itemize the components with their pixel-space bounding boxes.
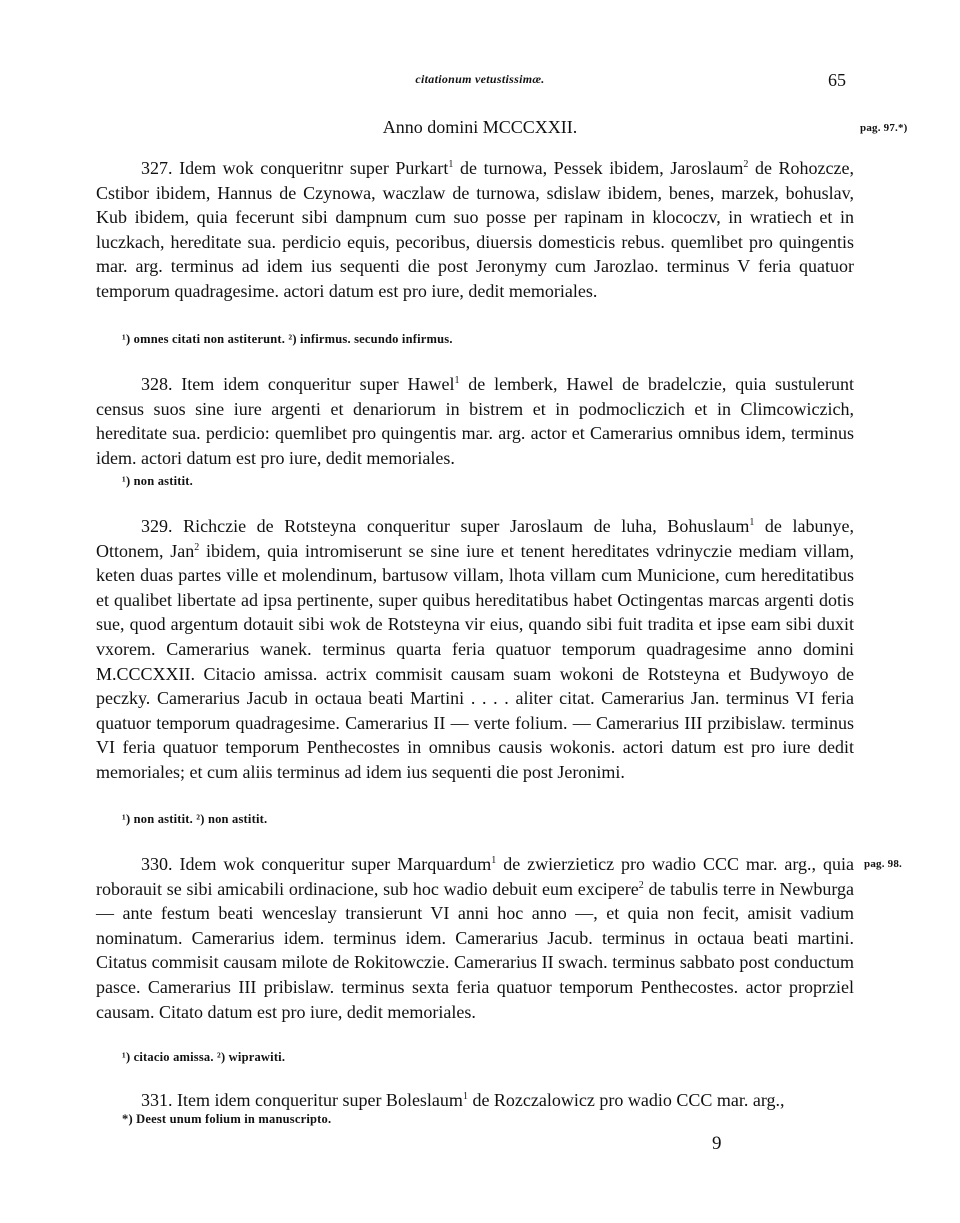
entry-328-text [96,372,854,470]
footnote-ref: 2 [194,541,200,553]
entry-327 [96,156,854,304]
page-number: 65 [828,70,846,90]
entry-329-mid: de labunye, Ottonem, Jan [96,516,855,561]
entry-327-lead: 327. Idem wok conqueritnr super Purkart [141,158,449,178]
entry-327-text [96,156,854,304]
entry-330 [96,852,854,1024]
entry-327-rest: de Rohozcze, Cstibor ibidem, Hannus de Czynowa, waczlaw de turnowa, sdislaw ibidem, benes, marzek, bohuslav, Kub ibidem, quia fecerunt sibi dampnum cum suo posse per rapinam in klococzv, in wratiech et in luczkach, hereditate sua. perdicio equis, pecoribus, diuersis domesticis rebus. quemlibet pro quingentis mar. arg. terminus ad idem ius sequenti die post Jeronymy cum Jarozlao. terminus V feria quatuor temporum quadragesime. actori datum est pro iure, dedit memoriales. [96,158,855,301]
entry-328-rest: de lemberk, Hawel de bradelczie, quia sustulerunt census suos sine iure argenti et denariorum in bistrem et in podmocliczich et in Climcowiczich, hereditate sua. perdicio: quemlibet pro quingentis mar. arg. actor et Camerarius omnibus idem, terminus idem. actori datum est pro iure, dedit memoriales. [96,374,854,468]
entry-328-lead: 328. Item idem conqueritur super Hawel [141,374,455,394]
entry-329 [96,514,854,785]
entry-327-mid: de turnowa, Pessek ibidem, Jaroslaum [453,158,744,178]
footnote-ref: 1 [491,855,497,866]
footnote-328: ¹) non astitit. [122,474,193,488]
footnote-ref: 1 [454,375,460,386]
entry-329-rest: ibidem, quia intromiserunt se sine iure et tenent hereditates vdrinyczie mediam villam, keten duas partes ville et molendinum, bartusow villam, lhota villam cum Municione, cum hereditatibus et qualibet libertate ad ipsa pertinente, super quibus hereditatibus habet Octingentas marcas argenti dotis sue, quod argentum dotauit sibi wok de Rotsteyna vir eius, quando sibi fuit tradita et ipse eam sibi duxit vxorem. Camerarius wanek. terminus quarta feria quatuor temporum quadragesime anno domini M.CCCXXII. Citacio amissa. actrix commisit causam suam wokoni de Rotsteyna et Budywoyo de peczky. Camerarius Jacub in octaua beati Martini . . . . aliter citat. Camerarius Jan. terminus VI feria quatuor temporum quadragesime. Camerarius II — verte folium. — Camerarius III przibislaw. terminus VI feria quatuor temporum Penthecostes in omnibus causis wokonis. actori datum est pro iure dedit memoriales; et cum aliis terminus ad idem ius sequenti die post Jeronimi. [96,540,854,782]
entry-330-mid: de zwierzieticz pro wadio CCC mar. arg., quia roborauit se sibi amicabili ordinacione, sub hoc wadio debuit eum excipere [96,854,854,899]
footnote-ref: 1 [462,1091,468,1102]
running-title: citationum vetustissimæ. [415,72,545,86]
footnote-missing-folio: *) Deest unum folium in manuscripto. [122,1112,332,1126]
margin-note-pag97: pag. 97.*) [860,122,908,134]
footnote-ref: 2 [743,159,749,170]
entry-331-text [96,1088,854,1113]
footnote-327: ¹) omnes citati non astiterunt. ²) infirmus. secundo infirmus. [122,332,453,346]
footnote-ref: 1 [448,159,454,170]
entry-330-lead: 330. Idem wok conqueritur super Marquardum [141,854,492,874]
entry-330-text [96,852,854,1024]
footnote-ref: 1 [749,517,755,528]
entry-331-lead: 331. Item idem conqueritur super Boleslaum [141,1090,463,1110]
entry-331-rest: de Rozczalowicz pro wadio CCC mar. arg., [467,1090,785,1110]
footnote-329: ¹) non astitit. ²) non astitit. [122,812,268,826]
entry-328 [96,372,854,470]
footnote-330: ¹) citacio amissa. ²) wiprawiti. [122,1050,286,1064]
footnote-ref: 2 [638,879,644,891]
entry-329-lead: 329. Richczie de Rotsteyna conqueritur super Jaroslaum de luha, Bohuslaum [141,516,750,536]
margin-note-pag98: pag. 98. [864,858,902,870]
entry-331 [96,1088,854,1113]
entry-329-text [96,514,854,785]
entry-330-rest: de tabulis terre in Newburga — ante festum beati wenceslay transierunt VI anni hoc anno —, et quia non fecit, amisit vadium nominatum. Camerarius idem. terminus idem. Camerarius Jacub. terminus in octaua beati martini. Citatus commisit causam milote de Rokitowczie. Camerarius II swach. terminus sabbato post conductum pasce. Camerarius III pribislaw. terminus sexta feria quatuor temporum Penthecostes. actor proprziel causam. Citato datum est pro iure, dedit memoriales. [96,878,854,1022]
year-heading: Anno domini MCCCXXII. [382,117,578,137]
signature-mark: 9 [712,1133,722,1154]
